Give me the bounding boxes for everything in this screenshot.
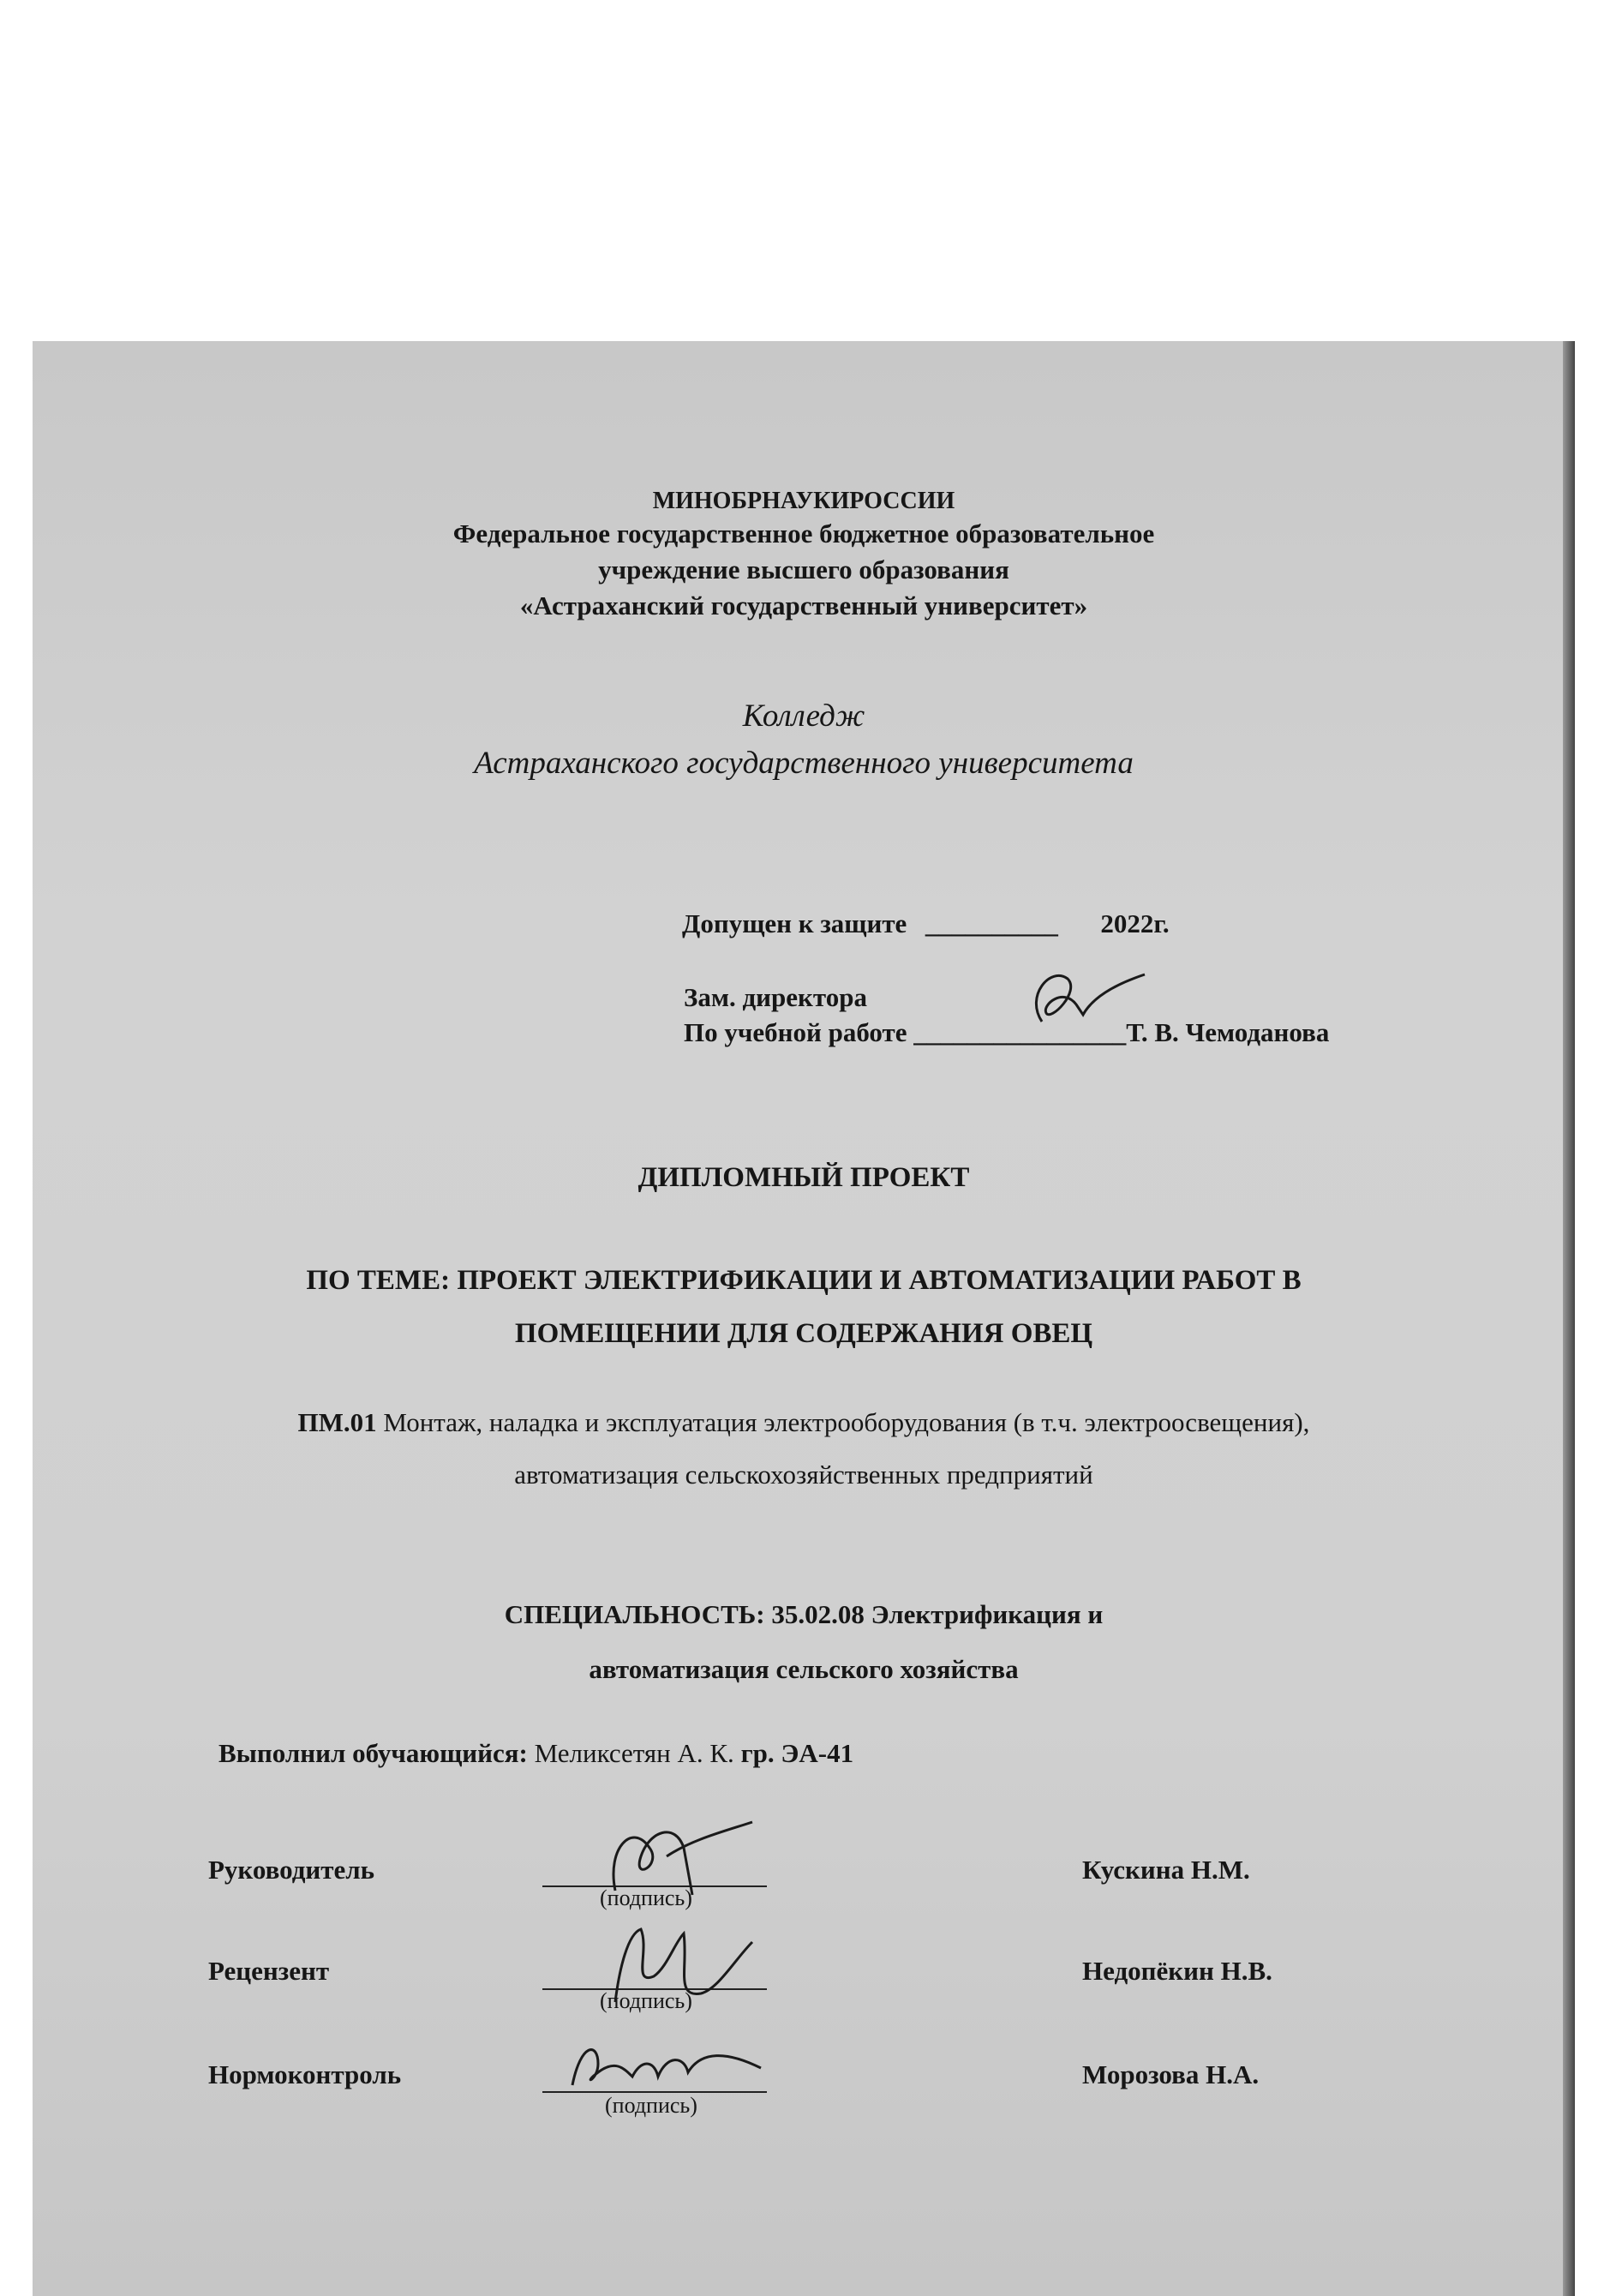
specialty-label: СПЕЦИАЛЬНОСТЬ: bbox=[504, 1599, 765, 1629]
deputy-blank: ________________ bbox=[913, 1017, 1127, 1047]
admission-year: 2022г. bbox=[1100, 908, 1170, 938]
module-code: ПМ.01 bbox=[297, 1407, 377, 1437]
student-label: Выполнил обучающийся: bbox=[218, 1738, 528, 1768]
reviewer-signature bbox=[581, 1916, 769, 2019]
specialty-line-1 bbox=[33, 1598, 1575, 1632]
supervisor-name: Кускина Н.М. bbox=[1082, 1855, 1250, 1885]
deputy-director-name: Т. В. Чемоданова bbox=[1126, 1017, 1330, 1047]
admitted-blank: __________ bbox=[925, 908, 1058, 938]
document-sheet bbox=[33, 341, 1575, 2296]
reviewer-role: Рецензент bbox=[208, 1956, 330, 1986]
ministry-name: МИНОБРНАУКИРОССИИ bbox=[652, 488, 955, 514]
normcontrol-name: Морозова Н.А. bbox=[1082, 2059, 1260, 2089]
student-name: Меликсетян А. К. bbox=[527, 1738, 734, 1768]
supervisor-role: Руководитель bbox=[208, 1855, 375, 1885]
reviewer-name: Недопёкин Н.В. bbox=[1082, 1956, 1272, 1986]
deputy-director-line bbox=[684, 1016, 1329, 1050]
student-group: гр. ЭА-41 bbox=[733, 1738, 854, 1768]
deputy-director-label-2: По учебной работе bbox=[684, 1017, 907, 1047]
document-type: ДИПЛОМНЫЙ ПРОЕКТ bbox=[637, 1162, 970, 1193]
topic-line-1: ПО ТЕМЕ: ПРОЕКТ ЭЛЕКТРИФИКАЦИИ И АВТОМАТИЗАЦИИ РАБОТ В bbox=[306, 1265, 1302, 1296]
college-line-1: Колледж bbox=[742, 698, 865, 734]
module-line-1 bbox=[33, 1406, 1575, 1440]
supervisor-signature-hint: (подпись) bbox=[600, 1885, 692, 1910]
module-title: Монтаж, наладка и эксплуатация электрооборудования (в т.ч. электроосвещения), bbox=[376, 1407, 1310, 1437]
admitted-to-defense bbox=[682, 907, 1170, 941]
normcontrol-signature-hint: (подпись) bbox=[605, 2093, 697, 2118]
admitted-label: Допущен к защите bbox=[682, 908, 907, 938]
institution-line-1: Федеральное государственное бюджетное образовательное bbox=[452, 519, 1155, 549]
deputy-signature bbox=[1016, 962, 1179, 1039]
supervisor-signature bbox=[581, 1813, 769, 1916]
institution-line-2: учреждение высшего образования bbox=[598, 555, 1009, 584]
student-line bbox=[218, 1736, 853, 1771]
normcontrol-signature bbox=[555, 2025, 778, 2111]
specialty-line-2: автоматизация сельского хозяйства bbox=[589, 1654, 1019, 1684]
specialty-code: 35.02.08 Электрификация и bbox=[764, 1599, 1104, 1629]
college-line-2: Астраханского государственного университета bbox=[474, 746, 1134, 781]
deputy-director-label: Зам. директора bbox=[684, 982, 867, 1012]
university-name: «Астраханский государственный университет» bbox=[519, 590, 1088, 620]
reviewer-signature-hint: (подпись) bbox=[600, 1988, 692, 2013]
module-line-2: автоматизация сельскохозяйственных предприятий bbox=[514, 1460, 1093, 1490]
normcontrol-role: Нормоконтроль bbox=[208, 2059, 402, 2089]
topic-line-2: ПОМЕЩЕНИИ ДЛЯ СОДЕРЖАНИЯ ОВЕЦ bbox=[514, 1318, 1093, 1349]
